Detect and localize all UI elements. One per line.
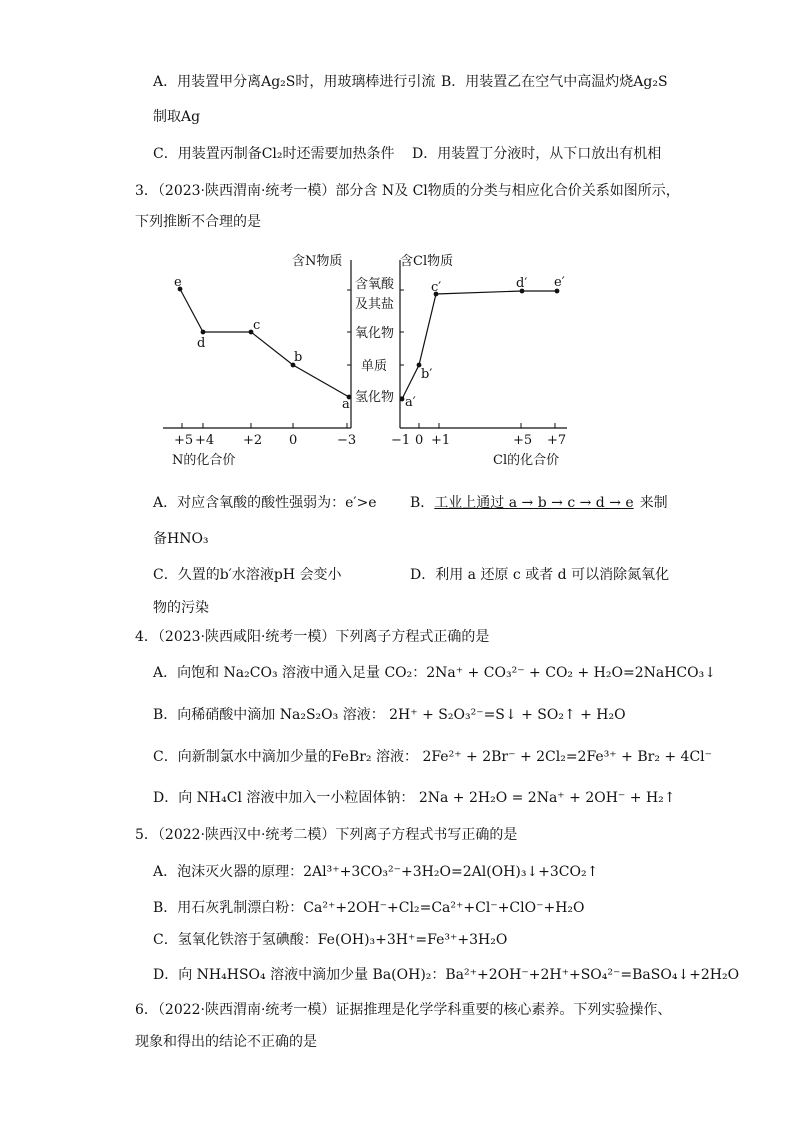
q3-option-c: C．久置的b′水溶液pH 会变小 [153, 567, 342, 583]
category-label-element: 单质 [361, 359, 388, 374]
n-axis-title: N的化合价 [172, 453, 236, 468]
q2-option-a: A．用装置甲分离Ag₂S时，用玻璃棒进行引流 [153, 74, 436, 90]
q4-option-d: D．向 NH₄Cl 溶液中加入一小粒固体钠： 2Na + 2H₂O = 2Na⁺ + 2OH⁻ + H₂↑ [153, 790, 676, 806]
n-tick-label: +4 [195, 433, 215, 448]
n-point-d [201, 330, 206, 335]
n-tick-label: +2 [243, 433, 263, 448]
n-panel-title: 含N物质 [292, 254, 343, 269]
cl-point-label-d-prime: d′ [516, 276, 528, 291]
q4-option-c: C．向新制氯水中滴加少量的FeBr₂ 溶液： 2Fe²⁺ + 2Br⁻ + 2Cl₂=2Fe³⁺ + Br₂ + 4Cl⁻ [153, 749, 713, 765]
q5-option-d: D．向 NH₄HSO₄ 溶液中滴加少量 Ba(OH)₂：Ba²⁺+2OH⁻+2H⁺+SO₄²⁻=BaSO₄↓+2H₂O [153, 967, 740, 983]
cl-tick-label: +5 [513, 433, 533, 448]
n-tick-label: +5 [174, 433, 194, 448]
cl-tick-label: +1 [431, 433, 451, 448]
n-tick-label: 0 [289, 433, 298, 448]
q3-option-b-underlined: 工业上通过 a → b → c → d → e [434, 495, 634, 511]
n-point-label-c: c [253, 318, 261, 333]
n-point-label-d: d [197, 336, 206, 351]
q5-option-a: A．泡沫灭火器的原理：2Al³⁺+3CO₃²⁻+3H₂O=2Al(OH)₃↓+3CO₂↑ [153, 864, 599, 880]
category-label-hydride: 氢化物 [355, 390, 395, 405]
q2-option-b-continued: 制取Ag [153, 109, 201, 125]
q3-option-b-continued: 备HNO₃ [153, 531, 209, 547]
cl-point-label-e-prime: e′ [554, 275, 565, 290]
cl-tick-label: −1 [391, 433, 411, 448]
cl-series-line [402, 291, 557, 399]
q3-stem-line1: 3．（2023·陕西渭南·统考一模）部分含 N及 Cl物质的分类与相应化合价关系如图所示， [135, 183, 680, 199]
cl-point-label-b-prime: b′ [421, 367, 433, 382]
q4-option-a: A．向饱和 Na₂CO₃ 溶液中通入足量 CO₂：2Na⁺ + CO₃²⁻ + CO₂ + H₂O=2NaHCO₃↓ [153, 665, 716, 681]
q3-option-b-tail: 来制 [639, 495, 668, 511]
n-series-line [180, 289, 349, 397]
n-tick-label: −3 [337, 433, 357, 448]
n-cl-valence-diagram [155, 248, 585, 473]
n-point-label-a: a [342, 397, 350, 412]
q6-stem-line2: 现象和得出的结论不正确的是 [135, 1034, 317, 1050]
n-point-label-b: b [294, 350, 303, 365]
cl-tick-label: +7 [547, 433, 567, 448]
category-label-oxide: 氧化物 [355, 326, 395, 341]
category-label-oxyacid: 含氧酸 [355, 277, 395, 292]
cl-tick-label: 0 [415, 433, 424, 448]
q4-option-b: B．向稀硝酸中滴加 Na₂S₂O₃ 溶液： 2H⁺ + S₂O₃²⁻=S↓ + SO₂↑ + H₂O [153, 707, 626, 723]
q5-option-c: C．氢氧化铁溶于氢碘酸：Fe(OH)₃+3H⁺=Fe³⁺+3H₂O [153, 932, 508, 948]
q2-option-b: B．用装置乙在空气中高温灼烧Ag₂S [441, 74, 668, 90]
q3-option-b [410, 493, 668, 513]
cl-point-label-c-prime: c′ [431, 280, 442, 295]
cl-point-a-prime [400, 397, 405, 402]
cl-panel-title: 含Cl物质 [400, 254, 454, 269]
q5-option-b: B．用石灰乳制漂白粉：Ca²⁺+2OH⁻+Cl₂=Ca²⁺+Cl⁻+ClO⁻+H₂O [153, 900, 585, 916]
q3-stem-line2: 下列推断不合理的是 [135, 214, 261, 230]
q3-option-b-prefix: B． [410, 495, 435, 511]
n-point-label-e: e [174, 275, 182, 290]
cl-point-label-a-prime: a′ [405, 395, 416, 410]
q6-stem-line1: 6．（2022·陕西渭南·统考一模）证据推理是化学学科重要的核心素养。下列实验操作、 [135, 1002, 672, 1018]
q3-option-d: D．利用 a 还原 c 或者 d 可以消除氮氧化 [410, 567, 670, 583]
cl-axis-title: Cl的化合价 [493, 453, 560, 468]
q2-option-d: D．用装置丁分液时，从下口放出有机相 [412, 146, 662, 162]
q4-stem: 4．（2023·陕西咸阳·统考一模）下列离子方程式正确的是 [135, 629, 490, 645]
q5-stem: 5．（2022·陕西汉中·统考二模）下列离子方程式书写正确的是 [135, 827, 518, 843]
q3-option-a: A．对应含氧酸的酸性强弱为：e′>e [153, 495, 377, 511]
q2-option-c: C．用装置丙制备Cl₂时还需要加热条件 [153, 146, 395, 162]
q3-option-d-continued: 物的污染 [153, 600, 209, 616]
category-label-and-salts: 及其盐 [355, 297, 395, 312]
